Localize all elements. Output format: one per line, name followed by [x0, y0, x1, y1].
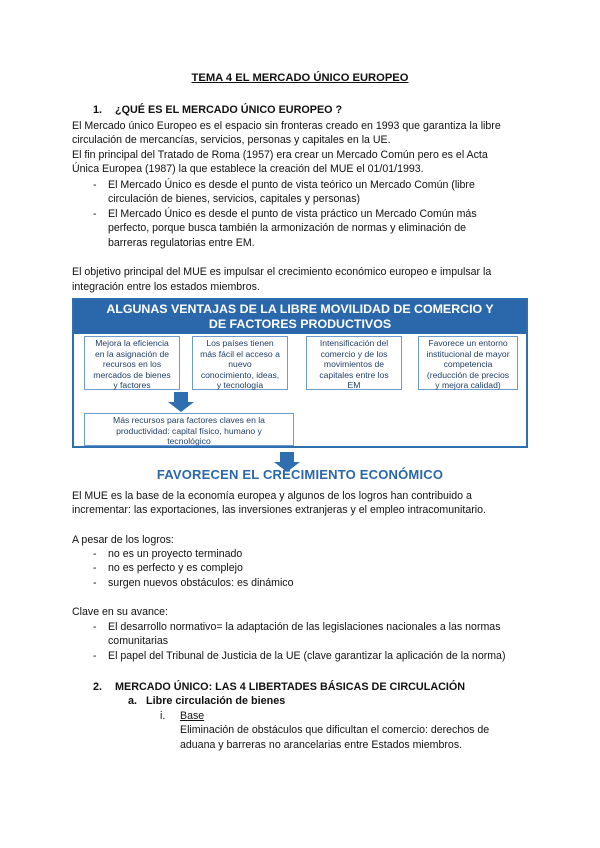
box-text-line: más fácil el acceso a	[200, 348, 280, 359]
infographic-conclusion: FAVORECEN EL CRECIMIENTO ECONÓMICO	[156, 467, 444, 482]
advantage-box-competition	[418, 336, 518, 390]
bullet-dash: -	[93, 621, 97, 633]
bullet-line: El Mercado Único es desde el punto de vista teórico un Mercado Común (libre	[108, 179, 475, 191]
paragraph-line: integración entre los estados miembros.	[72, 281, 260, 293]
advantage-box-resources	[84, 413, 294, 446]
bullet-dash: -	[93, 577, 97, 589]
section-1-title: ¿QUÉ ES EL MERCADO ÚNICO EUROPEO ?	[115, 104, 343, 116]
paragraph-line: El fin principal del Tratado de Roma (1957) era crear un Mercado Común pero es el Acta	[72, 149, 488, 161]
section-2-number: 2.	[93, 681, 103, 693]
box-text-line: y mejora calidad)	[435, 380, 501, 390]
advantages-infographic	[72, 298, 528, 448]
section-2-title: MERCADO ÚNICO: LAS 4 LIBERTADES BÁSICAS DE CIRCULACIÓN	[115, 681, 466, 693]
paragraph-line: Eliminación de obstáculos que dificultan el comercio: derechos de	[180, 724, 490, 736]
bullet-dash: -	[93, 650, 97, 662]
advantage-box-efficiency	[84, 336, 180, 390]
box-text-line: capitales entre los	[319, 369, 389, 380]
document-title: TEMA 4 EL MERCADO ÚNICO EUROPEO	[191, 72, 409, 84]
bullet-line: no es un proyecto terminado	[108, 548, 243, 560]
subsection-title: Libre circulación de bienes	[146, 695, 286, 707]
bullet-dash: -	[93, 548, 97, 560]
bullet-line: comunitarias	[108, 635, 169, 647]
bullet-line: El papel del Tribunal de Justicia de la UE (clave garantizar la aplicación de la norma)	[108, 650, 506, 662]
box-text-line: Los países tienen	[206, 338, 274, 348]
section-1-heading	[93, 103, 342, 117]
bullet-line: El desarrollo normativo= la adaptación de las legislaciones nacionales a las normas	[108, 621, 501, 633]
paragraph-line: El MUE es la base de la economía europea y algunos de los logros han contribuido a	[72, 490, 472, 502]
box-text-line: recursos en los	[102, 359, 162, 369]
infographic-header	[74, 300, 526, 334]
box-text-line: institucional de mayor	[426, 348, 510, 359]
box-text-line: EM	[347, 380, 361, 390]
roman-marker: i.	[160, 710, 166, 722]
box-text-line: Favorece un entorno	[428, 338, 508, 348]
paragraph-line: incrementar: las exportaciones, las inversiones extranjeras y el empleo intracomunitario.	[72, 504, 486, 516]
subsection-marker: a.	[128, 695, 138, 707]
advantage-box-trade	[306, 336, 402, 390]
box-text-line: competencia	[443, 359, 493, 369]
box-text-line: nuevo	[228, 359, 252, 369]
box-text-line: (reducción de precios	[426, 369, 510, 380]
subsection-heading	[128, 694, 285, 708]
bullet-line: El Mercado Único es desde el punto de vista práctico un Mercado Común más	[108, 208, 477, 220]
section-2-heading	[93, 680, 465, 694]
box-text-line: en la asignación de	[94, 348, 170, 359]
box-text-line: productividad: capital físico, humano y	[116, 425, 262, 436]
box-text-line: Mejora la eficiencia	[95, 338, 169, 348]
bullet-dash: -	[93, 208, 97, 220]
despite-label: A pesar de los logros:	[72, 534, 174, 546]
bullet-dash: -	[93, 562, 97, 574]
paragraph-line: El Mercado único Europeo es el espacio sin fronteras creado en 1993 que garantiza la libre	[72, 120, 501, 132]
box-text-line: y factores	[113, 380, 151, 390]
bullet-line: circulación de bienes, servicios, capitales y personas)	[108, 193, 361, 205]
bullet-line: no es perfecto y es complejo	[108, 562, 243, 574]
infographic-header-line: DE FACTORES PRODUCTIVOS	[208, 317, 392, 331]
paragraph-line: El objetivo principal del MUE es impulsar el crecimiento económico europeo e impulsar la	[72, 266, 492, 278]
infographic-header-line: ALGUNAS VENTAJAS DE LA LIBRE MOVILIDAD DE COMERCIO Y	[106, 302, 494, 316]
paragraph-line: Única Europea (1987) la que establece la creación del MUE el 01/01/1993.	[72, 163, 424, 175]
bullet-line: surgen nuevos obstáculos: es dinámico	[108, 577, 294, 589]
section-1-number: 1.	[93, 104, 103, 116]
arrow-down-icon	[280, 452, 294, 462]
bullet-line: perfecto, porque busca también la armonización de normas y eliminación de	[108, 222, 467, 234]
paragraph-line: circulación de mercancías, servicios, personas y capitales en la UE.	[72, 134, 391, 146]
box-text-line: Intensificación del	[319, 338, 389, 348]
arrow-down-icon	[174, 392, 188, 402]
box-text-line: y tecnología	[216, 380, 264, 390]
key-label: Clave en su avance:	[72, 606, 168, 618]
advantage-box-knowledge	[192, 336, 288, 390]
bullet-dash: -	[93, 179, 97, 191]
box-text-line: comercio y de los	[320, 348, 388, 359]
bullet-line: barreras regulatorias entre EM.	[108, 237, 255, 249]
box-text-line: tecnológico	[167, 436, 211, 446]
paragraph-line: aduana y barreras no arancelarias entre Estados miembros.	[180, 739, 463, 751]
roman-label: Base	[180, 710, 205, 722]
box-text-line: mercados de bienes	[93, 369, 171, 380]
box-text-line: Más recursos para factores claves en la	[113, 415, 265, 425]
box-text-line: conocimiento, ideas,	[200, 369, 280, 380]
box-text-line: movimientos de	[323, 359, 385, 369]
